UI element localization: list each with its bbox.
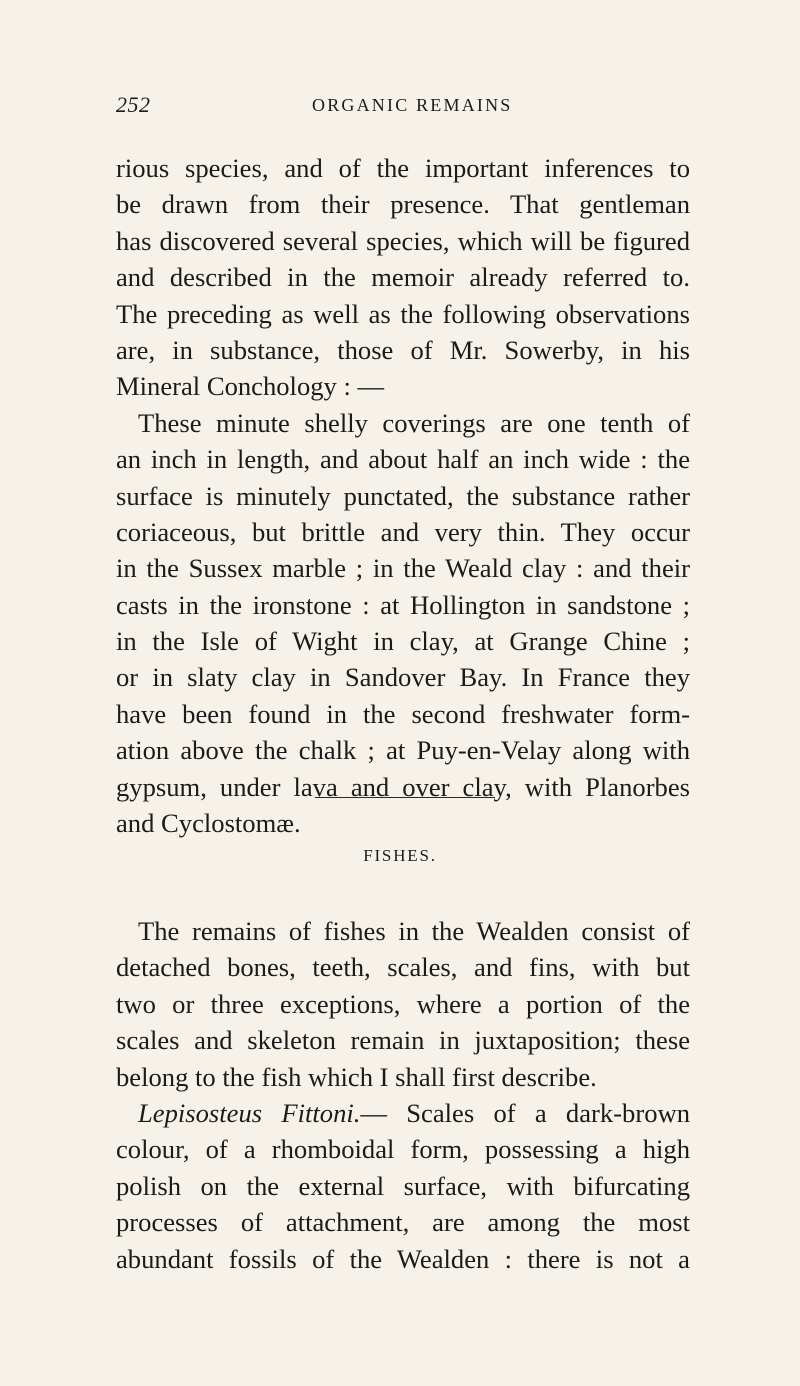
text-line: have been found in the second freshwater form- xyxy=(116,698,690,729)
text-line: surface is minutely punctated, the substance rather xyxy=(116,480,690,511)
text-line: polish on the external surface, with bifurcating xyxy=(116,1170,690,1201)
text-line: The remains of fishes in the Wealden consist of xyxy=(138,916,690,946)
species-name: Lepisosteus Fittoni. xyxy=(138,1097,361,1128)
text-line: in the Sussex marble ; in the Weald clay : and their xyxy=(116,553,690,584)
text-line: an inch in length, and about half an inch wide : the xyxy=(116,444,690,475)
text-block-lower xyxy=(116,913,690,1277)
text-block-upper xyxy=(116,150,690,841)
text-line: are, in substance, those of Mr. Sowerby, in his xyxy=(116,334,690,365)
text-line: gypsum, under lava and over clay, with Planorbes xyxy=(116,771,690,802)
text-line: belong to the fish which I shall first describe. xyxy=(116,1061,597,1092)
text-line: two or three exceptions, where a portion of the xyxy=(116,988,690,1019)
text-line: colour, of a rhomboidal form, possessing a high xyxy=(116,1134,690,1165)
text-line: ation above the chalk ; at Puy-en-Velay along with xyxy=(116,735,690,766)
text-line: coriaceous, but brittle and very thin. They occur xyxy=(116,516,690,547)
text-line: and Cyclostomæ. xyxy=(116,808,301,839)
text-line: detached bones, teeth, scales, and fins, with but xyxy=(116,952,690,983)
text-line: abundant fossils of the Wealden : there is not a xyxy=(116,1243,690,1274)
section-divider xyxy=(315,797,495,798)
text-line: rious species, and of the important inferences to xyxy=(116,153,690,183)
text-line: in the Isle of Wight in clay, at Grange Chine ; xyxy=(116,626,690,657)
text-line: processes of attachment, are among the most xyxy=(116,1207,690,1238)
section-heading: FISHES. xyxy=(363,846,437,865)
page-header xyxy=(116,92,690,124)
text-line: casts in the ironstone : at Hollington in sandstone ; xyxy=(116,589,690,620)
running-head: ORGANIC REMAINS xyxy=(312,95,513,115)
text-line-species xyxy=(116,1095,690,1131)
text-line: or in slaty clay in Sandover Bay. In France they xyxy=(116,662,690,693)
text-line: scales and skeleton remain in juxtaposition; these xyxy=(116,1025,690,1056)
species-intro: — Scales of a dark-brown xyxy=(360,1097,690,1128)
text-line: Mineral Conchology : — xyxy=(116,371,385,402)
page-number: 252 xyxy=(116,92,151,117)
text-line: and described in the memoir already referred to. xyxy=(116,262,690,293)
text-line: The preceding as well as the following observations xyxy=(116,298,690,329)
text-line: has discovered several species, which will be figured xyxy=(116,225,690,256)
text-line: These minute shelly coverings are one tenth of xyxy=(138,407,690,438)
text-line: be drawn from their presence. That gentleman xyxy=(116,189,690,220)
